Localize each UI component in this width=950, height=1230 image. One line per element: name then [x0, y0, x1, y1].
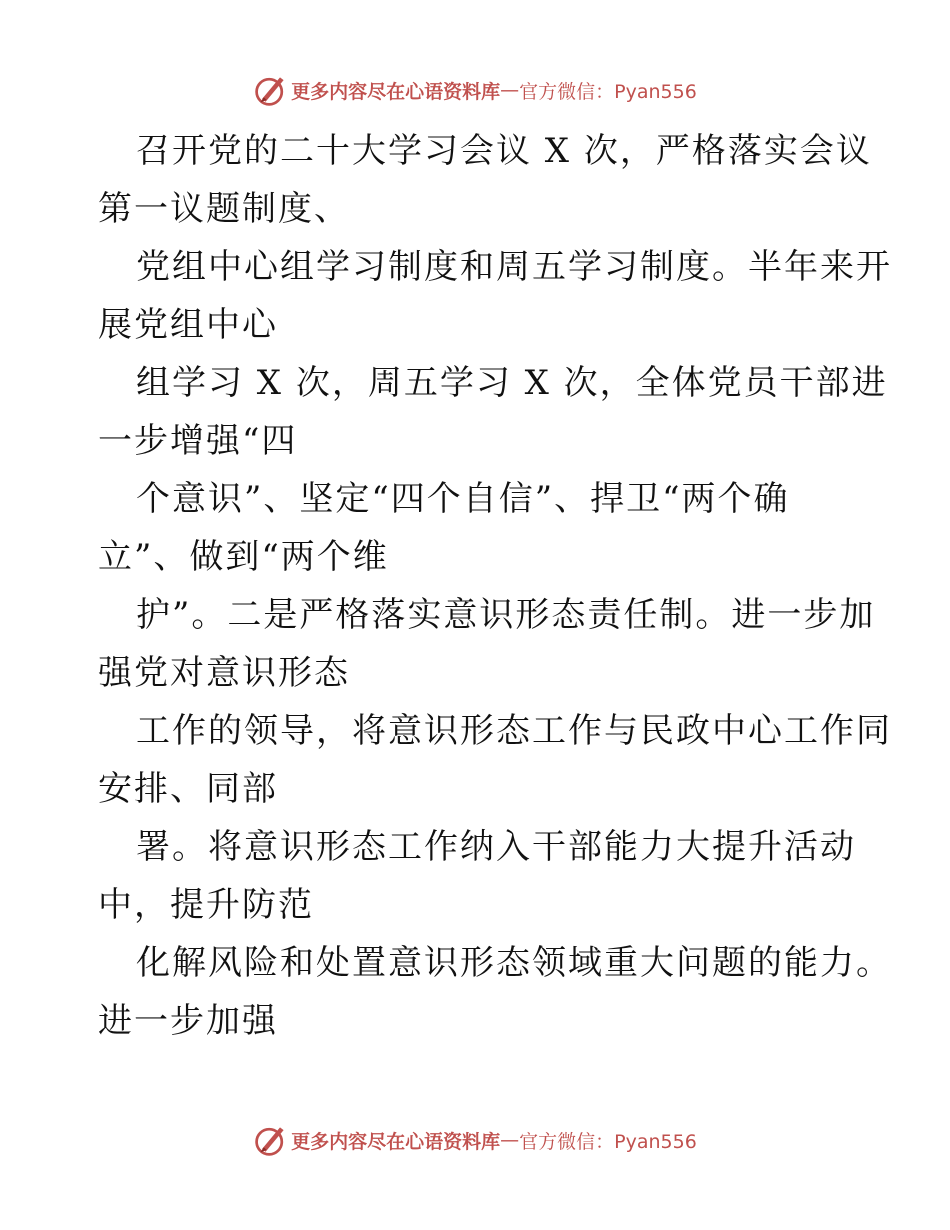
body-line: 化解风险和处置意识形态领域重大问题的能力。: [136, 943, 892, 983]
watermark-wechat: 官方微信：Pyan556: [519, 80, 697, 103]
document-body: [98, 122, 892, 1050]
body-line: 工作的领导，将意识形态工作与民政中心工作同: [136, 711, 892, 751]
body-line: 中，提升防范: [98, 885, 314, 925]
body-line: 一步增强“四: [98, 421, 298, 461]
body-line: 展党组中心: [98, 305, 278, 345]
body-line: 立”、做到“两个维: [98, 537, 389, 577]
body-line: 强党对意识形态: [98, 653, 350, 693]
body-line: 组学习 X 次，周五学习 X 次，全体党员干部进: [136, 363, 888, 403]
body-line: 安排、同部: [98, 769, 278, 809]
body-line: 党组中心组学习制度和周五学习制度。半年来开: [136, 247, 892, 287]
quill-pen-logo-icon: [253, 1122, 289, 1158]
watermark-text: 更多内容尽在心语资料库: [291, 80, 501, 103]
body-line: 署。将意识形态工作纳入干部能力大提升活动: [136, 827, 856, 867]
body-line: 护”。二是严格落实意识形态责任制。进一步加: [136, 595, 876, 635]
body-line: 进一步加强: [98, 1001, 278, 1041]
body-line: 召开党的二十大学习会议 X 次，严格落实会议: [136, 131, 872, 171]
header-watermark: [0, 70, 950, 110]
footer-watermark: [0, 1120, 950, 1160]
body-line: 第一议题制度、: [98, 189, 350, 229]
body-line: 个意识”、坚定“四个自信”、捍卫“两个确: [136, 479, 790, 519]
watermark-wechat: 官方微信：Pyan556: [519, 1130, 697, 1153]
watermark-text: 更多内容尽在心语资料库: [291, 1130, 501, 1153]
quill-pen-logo-icon: [253, 72, 289, 108]
watermark-dash: —: [500, 1129, 520, 1151]
watermark-dash: —: [500, 79, 520, 101]
